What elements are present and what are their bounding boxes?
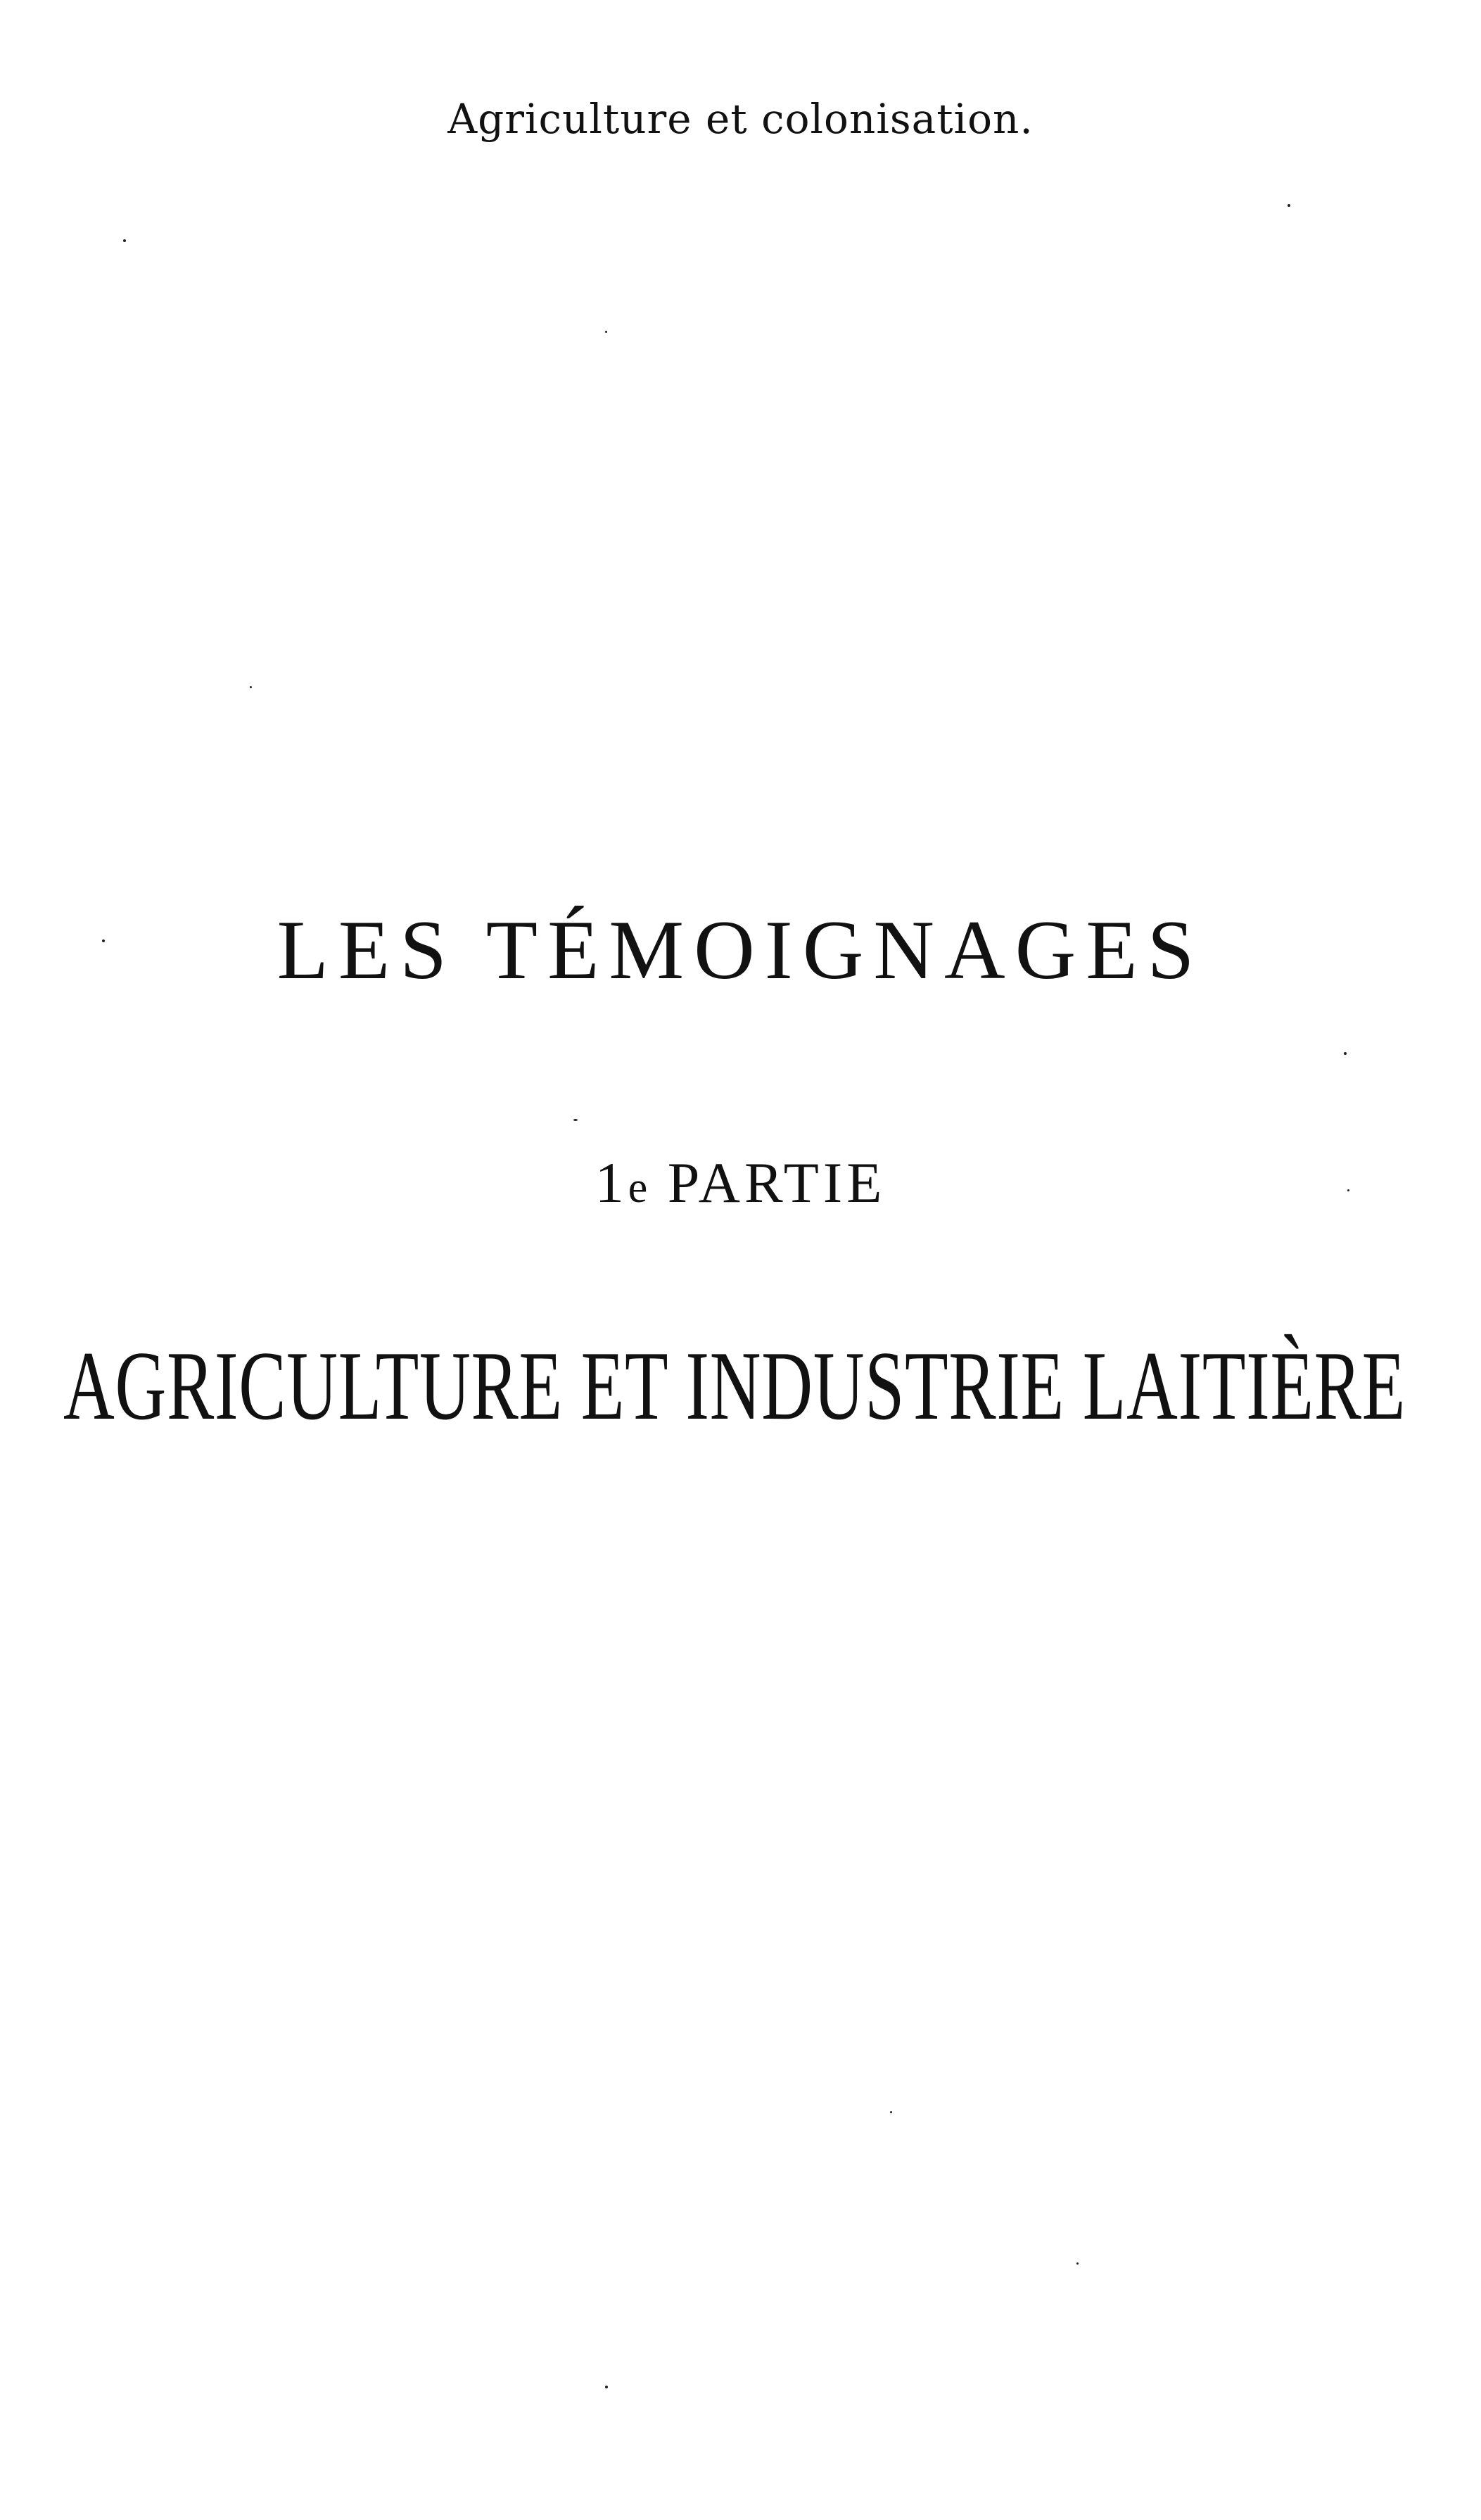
scan-speck <box>1076 2262 1079 2265</box>
part-heading <box>0 1151 1481 1215</box>
subject-title: AGRICULTURE ET INDUSTRIE LAITIÈRE <box>63 1331 1406 1441</box>
part-label: PARTIE <box>667 1151 886 1215</box>
section-title: LES TÉMOIGNAGES <box>277 903 1204 996</box>
part-number: 1 <box>595 1151 628 1215</box>
part-number-suffix: e <box>628 1164 649 1212</box>
scan-speck <box>890 2111 892 2113</box>
scan-speck <box>1288 204 1290 207</box>
scan-speck <box>605 2386 608 2388</box>
running-head: Agriculture et colonisation. <box>447 95 1034 143</box>
scan-speck <box>573 1119 578 1121</box>
scan-speck <box>250 686 252 688</box>
scan-speck <box>102 939 105 942</box>
scan-speck <box>1347 1189 1349 1191</box>
scan-speck <box>123 239 126 242</box>
scan-speck <box>1344 1052 1347 1055</box>
scan-speck <box>605 331 607 333</box>
